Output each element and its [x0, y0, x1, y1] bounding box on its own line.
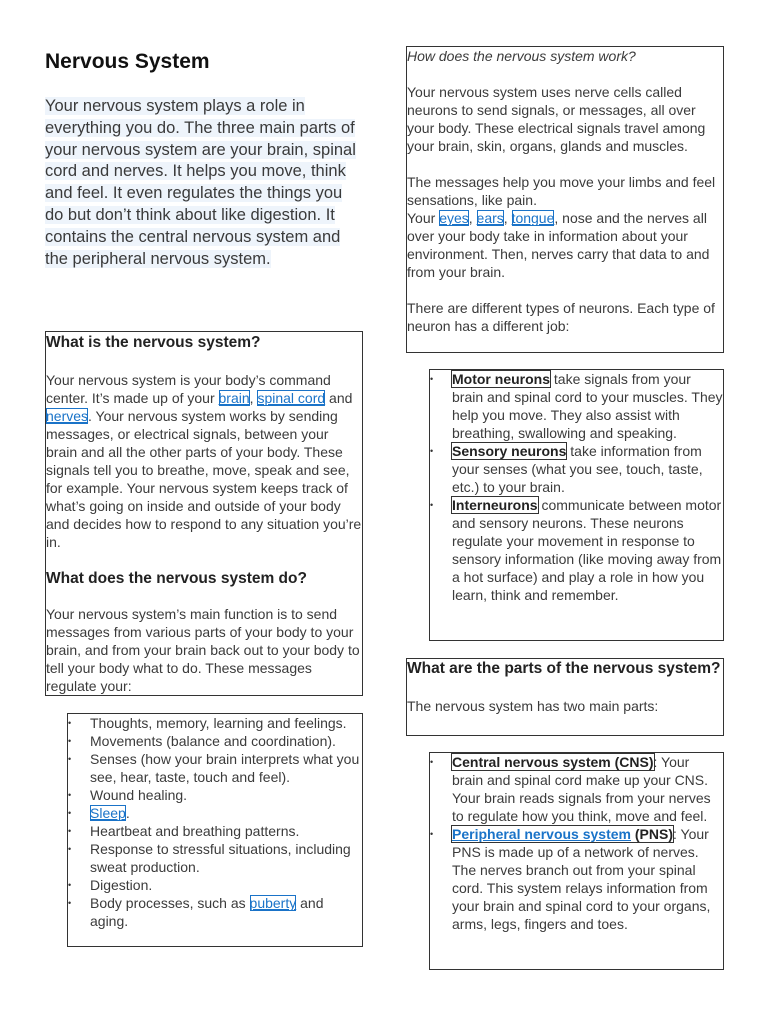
list-item	[452, 370, 723, 442]
list-item: • Heartbeat and breathing patterns.	[90, 822, 362, 840]
list-item-text: : Your brain and spinal cord make up your CNS. Your brain reads signals from your nerves to regulate how you think, move and feel.	[452, 754, 711, 824]
text: , nose and the nerves all over your body take in information about your environment. Then, nerves carry that data to and from your brain.	[407, 210, 710, 280]
tongue-link[interactable]: tongue	[511, 210, 555, 226]
neurons-list	[430, 370, 723, 604]
what-is-text-2: . Your nervous system works by sending messages, or electrical signals, between your brain and all the other parts of your body. These signals tell you to breathe, move, speak and see, for example. Your nervous system keeps track of what’s going on inside and outside of your body and decides how to respond to any situation you’re in.	[46, 408, 362, 550]
intro-text: Your nervous system plays a role in everything you do. The three main parts of your nervous system are your brain, spinal cord and nerves. It helps you move, think and feel. It even regulates the things you do but don’t think about like digestion. It contains the central nervous system and the peripheral nervous system.	[45, 97, 356, 268]
list-item	[452, 825, 723, 933]
cns-term: Central nervous system (CNS)	[452, 754, 654, 770]
how-works-heading: How does the nervous system work?	[407, 48, 636, 64]
list-item: • Wound healing.	[90, 786, 362, 804]
list-item-text: take information from your senses (what you see, touch, taste, etc.) to your brain.	[452, 443, 703, 495]
list-item: • Senses (how your brain interprets what you see, hear, taste, touch and feel).	[90, 750, 362, 786]
regulates-list	[68, 714, 362, 930]
parts-heading: What are the parts of the nervous system?	[407, 660, 721, 677]
list-item-text: and aging.	[90, 895, 324, 929]
interneurons-term: Interneurons	[452, 497, 538, 513]
pns-abbr: (PNS)	[630, 826, 673, 842]
spinal-cord-link[interactable]: spinal cord	[257, 390, 326, 406]
page-title: Nervous System	[45, 50, 210, 73]
sleep-link[interactable]: Sleep	[90, 805, 126, 821]
what-is-paragraph	[46, 371, 362, 551]
parts-section	[406, 658, 724, 736]
parts-list	[430, 753, 723, 933]
what-does-paragraph: Your nervous system’s main function is to send messages from various parts of your body to your brain, and from your brain back out to your body to tell your body what to do. These messages regulate your:	[46, 606, 360, 694]
what-is-section	[45, 331, 363, 696]
nerves-link[interactable]: nerves	[46, 408, 89, 424]
how-works-paragraph-1: Your nervous system uses nerve cells called neurons to send signals, or messages, all over your body. These electrical signals travel among your brain, skin, organs, glands and muscles.	[407, 84, 706, 154]
list-item	[452, 442, 723, 496]
list-item-text: Body processes, such as	[90, 895, 250, 911]
separator: ,	[249, 390, 258, 406]
list-item: • Response to stressful situations, including sweat production.	[90, 840, 362, 876]
parts-text: The nervous system has two main parts:	[407, 698, 659, 714]
puberty-link[interactable]: puberty	[249, 895, 297, 911]
how-works-paragraph-3: There are different types of neurons. Each type of neuron has a different job:	[407, 300, 715, 334]
pns-term	[452, 826, 673, 842]
list-item	[90, 804, 362, 822]
intro-paragraph	[45, 96, 365, 270]
motor-neurons-term: Motor neurons	[452, 371, 550, 387]
regulates-list-box	[67, 713, 363, 947]
what-is-heading: What is the nervous system?	[46, 334, 261, 351]
list-item: • Digestion.	[90, 876, 362, 894]
how-works-section	[406, 46, 724, 353]
brain-link[interactable]: brain	[218, 390, 250, 406]
text: Your	[407, 210, 440, 226]
what-does-heading: What does the nervous system do?	[46, 570, 307, 587]
list-item	[452, 496, 723, 604]
list-item	[452, 753, 723, 825]
list-item-text: take signals from your brain and spinal cord to your muscles. They help you move. They also assist with breathing, swallowing and speaking.	[452, 371, 723, 441]
what-is-text-1: Your nervous system is your body’s command center. It’s made up of your	[46, 372, 331, 406]
pns-link[interactable]: Peripheral nervous system	[452, 826, 631, 842]
ears-link[interactable]: ears	[476, 210, 504, 226]
how-works-paragraph-2b	[407, 209, 723, 281]
separator: and	[325, 390, 353, 406]
parts-list-box	[429, 752, 724, 970]
list-item-text: : Your PNS is made up of a network of nerves. The nerves branch out from your spinal cord. This system relays information from your brain and spinal cord to your organs, arms, legs, fingers and toes.	[452, 826, 711, 932]
list-item: • Thoughts, memory, learning and feelings.	[90, 714, 362, 732]
list-item: • Movements (balance and coordination).	[90, 732, 362, 750]
separator: ,	[468, 210, 477, 226]
list-item-text: .	[125, 805, 130, 821]
separator: ,	[503, 210, 512, 226]
list-item	[90, 894, 362, 930]
how-works-paragraph-2a: The messages help you move your limbs and feel sensations, like pain.	[407, 174, 716, 208]
neurons-list-box	[429, 369, 724, 641]
eyes-link[interactable]: eyes	[439, 210, 469, 226]
list-item-text: communicate between motor and sensory neurons. These neurons regulate your movement in response to sensory information (like moving away from a hot surface) and play a role in how you learn, think and remember.	[452, 497, 722, 603]
sensory-neurons-term: Sensory neurons	[452, 443, 567, 459]
